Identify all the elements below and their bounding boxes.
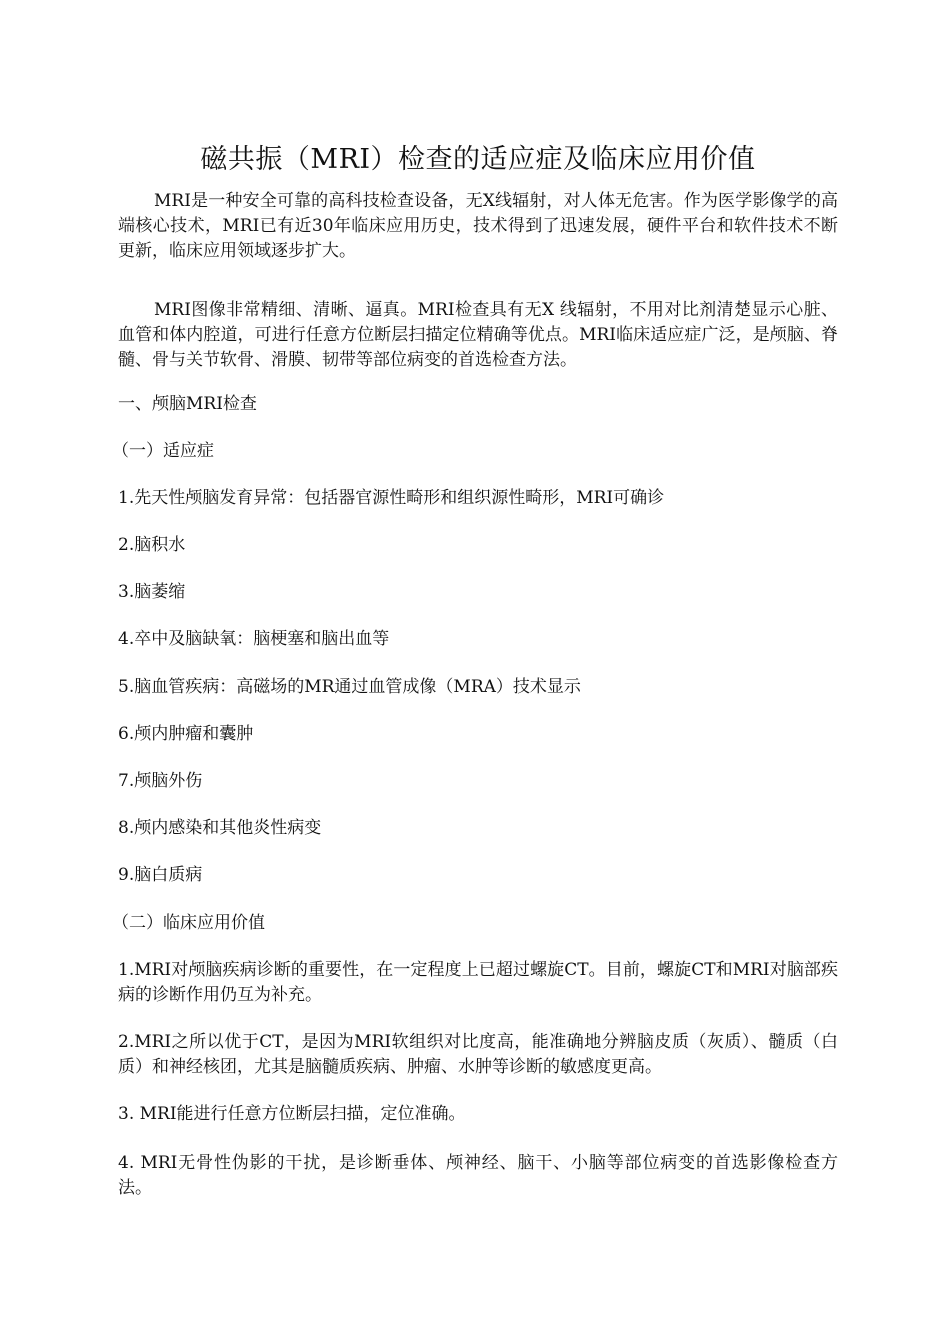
indication-item: 3.脑萎缩 (118, 582, 186, 602)
section-heading-brain-mri: 一、颅脑MRI检查 (118, 394, 257, 414)
document-title: 磁共振（MRI）检查的适应症及临床应用价值 (200, 144, 756, 176)
indication-item: 2.脑积水 (118, 535, 186, 555)
indication-item: 4.卒中及脑缺氧：脑梗塞和脑出血等 (118, 629, 390, 649)
subsection-heading-clinical-value: （二）临床应用价值 (112, 913, 265, 933)
indication-item: 9.脑白质病 (118, 865, 203, 885)
clinical-value-item: 2.MRI之所以优于CT，是因为MRI软组织对比度高，能准确地分辨脑皮质（灰质）、髓质（白质）和神经核团，尤其是脑髓质疾病、肿瘤、水肿等诊断的敏感度更高。 (118, 1032, 838, 1077)
intro-paragraph-1: MRI是一种安全可靠的高科技检查设备，无X线辐射，对人体无危害。作为医学影像学的高端核心技术，MRI已有近30年临床应用历史，技术得到了迅速发展，硬件平台和软件技术不断更新，临床应用领域逐步扩大。 (118, 191, 838, 261)
indication-item: 5.脑血管疾病：高磁场的MR通过血管成像（MRA）技术显示 (118, 677, 581, 697)
subsection-heading-indications: （一）适应症 (112, 441, 214, 461)
indication-item: 8.颅内感染和其他炎性病变 (118, 818, 322, 838)
clinical-value-item: 1.MRI对颅脑疾病诊断的重要性，在一定程度上已超过螺旋CT。目前，螺旋CT和MRI对脑部疾病的诊断作用仍互为补充。 (118, 960, 838, 1005)
clinical-value-item: 4. MRI无骨性伪影的干扰，是诊断垂体、颅神经、脑干、小脑等部位病变的首选影像检查方法。 (118, 1153, 838, 1198)
clinical-value-item: 3. MRI能进行任意方位断层扫描，定位准确。 (118, 1104, 466, 1124)
indication-item: 1.先天性颅脑发育异常：包括器官源性畸形和组织源性畸形，MRI可确诊 (118, 488, 665, 508)
intro-paragraph-2: MRI图像非常精细、清晰、逼真。MRI检查具有无X 线辐射，不用对比剂清楚显示心脏、血管和体内腔道，可进行任意方位断层扫描定位精确等优点。MRI临床适应症广泛，是颅脑、脊髓、骨与关节软骨、滑膜、韧带等部位病变的首选检查方法。 (118, 300, 838, 370)
indication-item: 7.颅脑外伤 (118, 771, 203, 791)
indication-item: 6.颅内肿瘤和囊肿 (118, 724, 254, 744)
